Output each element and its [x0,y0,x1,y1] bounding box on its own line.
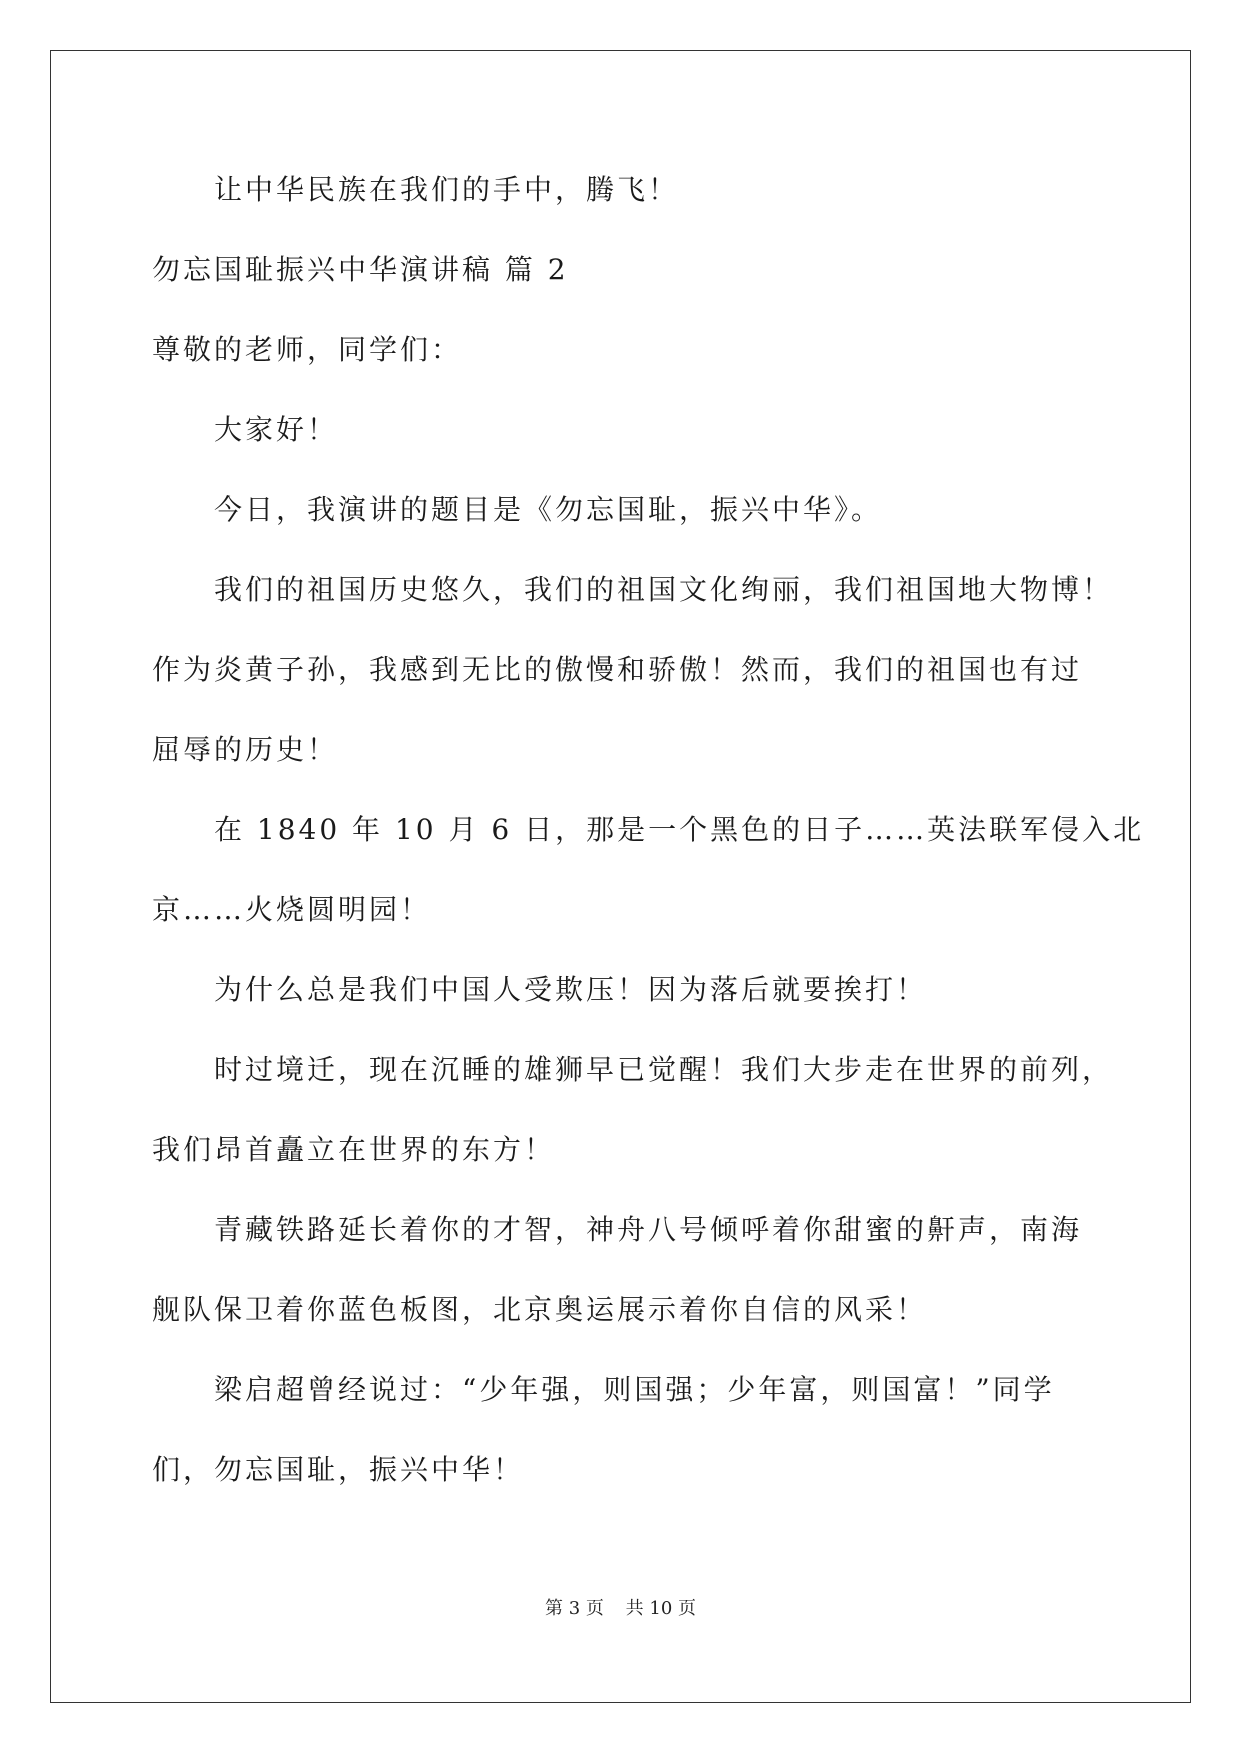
paragraph-line: 梁启超曾经说过：“少年强，则国强；少年富，则国富！”同学 [214,1373,1055,1406]
paragraph-line: 青藏铁路延长着你的才智，神舟八号倾呼着你甜蜜的鼾声，南海 [214,1213,1083,1246]
salutation: 尊敬的老师，同学们： [152,333,463,366]
greeting: 大家好！ [214,413,339,446]
paragraph-line: 作为炎黄子孙，我感到无比的傲慢和骄傲！然而，我们的祖国也有过 [152,653,1083,686]
page-footer [0,1597,1241,1621]
paragraph-line: 我们的祖国历史悠久，我们的祖国文化绚丽，我们祖国地大物博！ [214,573,1114,606]
paragraph-line: 舰队保卫着你蓝色板图，北京奥运展示着你自信的风采！ [152,1293,928,1326]
page-total: 共 10 页 [625,1598,696,1619]
paragraph-line: 时过境迁，现在沉睡的雄狮早已觉醒！我们大步走在世界的前列， [214,1053,1114,1086]
page-number: 第 3 页 [545,1598,604,1619]
paragraph-line: 我们昂首矗立在世界的东方！ [152,1133,556,1166]
paragraph-line: 京……火烧圆明园！ [152,893,432,926]
paragraph-line: 在 1840 年 10 月 6 日，那是一个黑色的日子……英法联军侵入北 [214,813,1145,846]
paragraph-line: 们，勿忘国耻，振兴中华！ [152,1453,525,1486]
paragraph-line: 让中华民族在我们的手中，腾飞！ [214,173,680,206]
section-title: 勿忘国耻振兴中华演讲稿 篇 2 [152,253,569,286]
paragraph-line: 今日，我演讲的题目是《勿忘国耻，振兴中华》。 [214,493,883,526]
paragraph-line: 屈辱的历史！ [152,733,339,766]
paragraph-line: 为什么总是我们中国人受欺压！因为落后就要挨打！ [214,973,928,1006]
